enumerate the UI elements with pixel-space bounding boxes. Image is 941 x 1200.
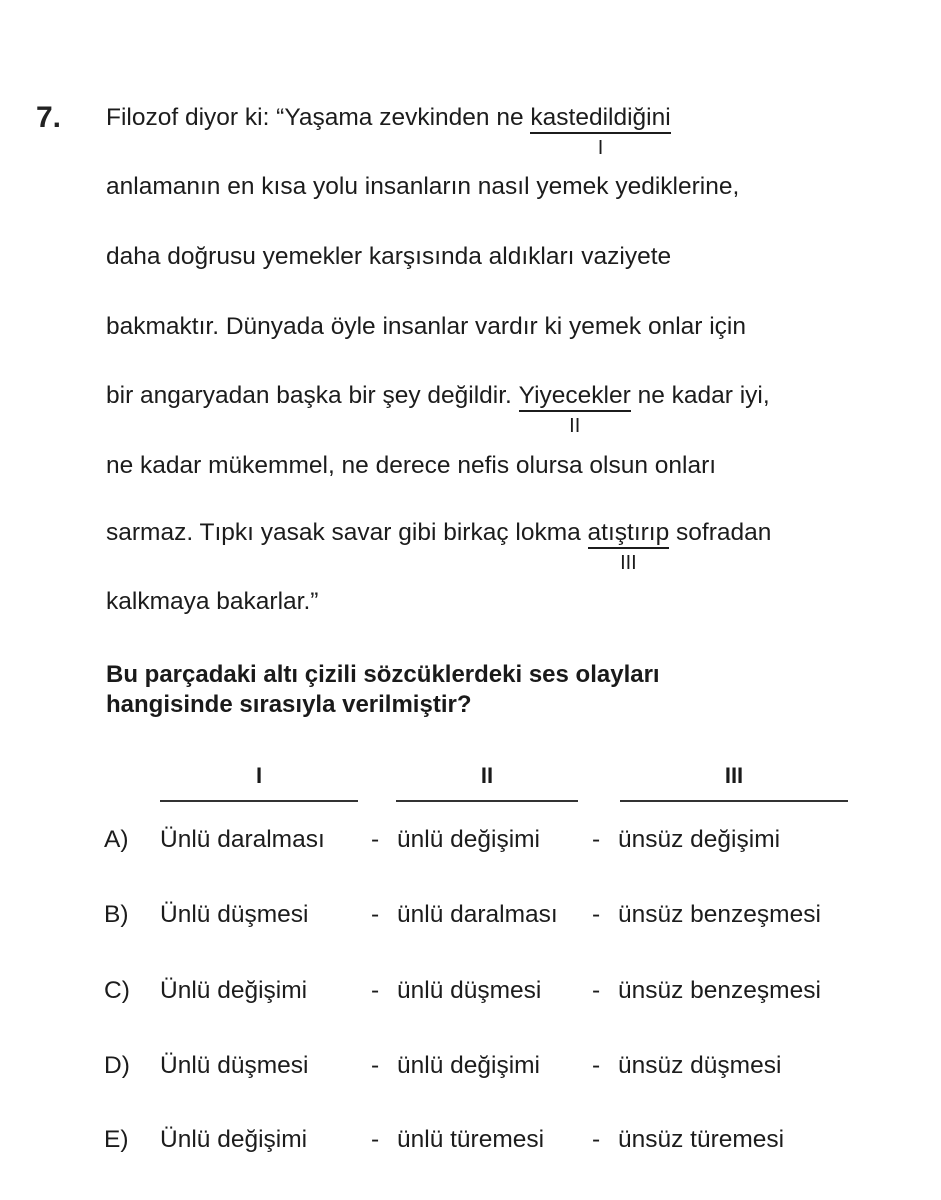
passage-text: sofradan — [669, 519, 772, 546]
answer-option-e[interactable] — [0, 1126, 941, 1166]
roman-marker-3: III — [620, 552, 637, 574]
option-col-1: Ünlü düşmesi — [160, 1052, 309, 1079]
option-col-2: ünlü değişimi — [397, 826, 540, 853]
option-letter: D) — [104, 1052, 130, 1079]
option-col-1: Ünlü değişimi — [160, 977, 308, 1004]
option-dash: - — [592, 1126, 601, 1153]
option-col-3: ünsüz değişimi — [618, 826, 781, 853]
passage-line-2: anlamanın en kısa yolu insanların nasıl yemek yediklerine, — [106, 173, 740, 200]
option-letter: E) — [104, 1126, 129, 1153]
option-dash: - — [371, 826, 380, 853]
roman-marker-2: II — [569, 415, 581, 437]
answer-option-c[interactable] — [0, 977, 941, 1017]
underlined-word-2 — [518, 382, 631, 437]
option-col-2: ünlü değişimi — [397, 1052, 540, 1079]
passage-line-7 — [106, 519, 772, 574]
option-letter: B) — [104, 901, 129, 928]
option-dash: - — [371, 1126, 380, 1153]
passage-line-4: bakmaktır. Dünyada öyle insanlar vardır ki yemek onlar için — [106, 313, 747, 340]
option-letter: C) — [104, 977, 130, 1004]
underlined-word-1 — [530, 104, 671, 159]
passage-line-6: ne kadar mükemmel, ne derece nefis olursa olsun onları — [106, 452, 717, 479]
option-dash: - — [592, 977, 601, 1004]
column-header-3: III — [724, 763, 744, 788]
option-dash: - — [371, 1052, 380, 1079]
underlined-word-text: Yiyecekler — [518, 382, 631, 409]
answer-option-d[interactable] — [0, 1052, 941, 1092]
underlined-word-text: atıştırıp — [587, 519, 670, 546]
option-dash: - — [371, 977, 380, 1004]
option-col-3: ünsüz türemesi — [618, 1126, 785, 1153]
passage-line-3: daha doğrusu yemekler karşısında aldıkları vaziyete — [106, 243, 672, 270]
option-col-2: ünlü daralması — [397, 901, 558, 928]
option-dash: - — [371, 901, 380, 928]
passage-text: sarmaz. Tıpkı yasak savar gibi birkaç lokma — [106, 519, 588, 546]
option-col-2: ünlü türemesi — [397, 1126, 545, 1153]
option-col-2: ünlü düşmesi — [397, 977, 542, 1004]
passage-text: Filozof diyor ki: “Yaşama zevkinden ne — [106, 104, 531, 131]
prompt-line-1: Bu parçadaki altı çizili sözcüklerdeki ses olayları — [106, 661, 660, 688]
option-dash: - — [592, 1052, 601, 1079]
option-col-3: ünsüz düşmesi — [618, 1052, 782, 1079]
prompt-line-2: hangisinde sırasıyla verilmiştir? — [106, 691, 472, 718]
underlined-word-text: kastedildiğini — [530, 104, 671, 131]
question-prompt — [106, 660, 660, 720]
option-dash: - — [592, 901, 601, 928]
passage-text: bir angaryadan başka bir şey değildir. — [106, 382, 519, 409]
option-col-1: Ünlü değişimi — [160, 1126, 308, 1153]
option-col-3: ünsüz benzeşmesi — [618, 977, 821, 1004]
column-header-1: I — [255, 763, 263, 788]
question-number: 7. — [36, 101, 62, 134]
underlined-word-3 — [587, 519, 670, 574]
column-rule-3 — [620, 800, 848, 802]
answer-option-b[interactable] — [0, 901, 941, 941]
option-dash: - — [592, 826, 601, 853]
column-rule-1 — [160, 800, 358, 802]
option-col-1: Ünlü daralması — [160, 826, 325, 853]
passage-line-1 — [106, 104, 671, 159]
column-rule-2 — [396, 800, 578, 802]
option-col-1: Ünlü düşmesi — [160, 901, 309, 928]
passage-line-8: kalkmaya bakarlar.” — [106, 588, 319, 615]
answer-option-a[interactable] — [0, 826, 941, 866]
column-header-2: II — [480, 763, 494, 788]
passage-line-5 — [106, 382, 770, 437]
option-letter: A) — [104, 826, 129, 853]
passage-text: ne kadar iyi, — [630, 382, 770, 409]
option-col-3: ünsüz benzeşmesi — [618, 901, 821, 928]
roman-marker-1: I — [597, 137, 604, 159]
